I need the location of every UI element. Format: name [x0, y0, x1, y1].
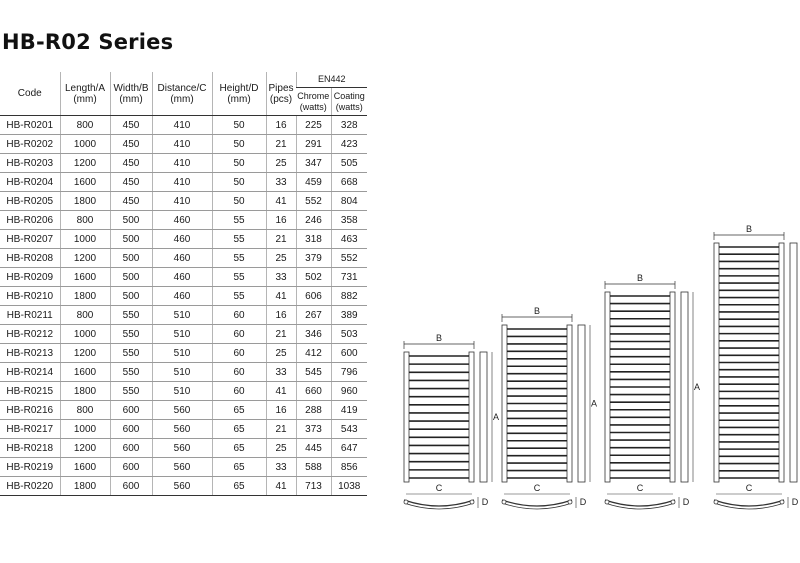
dimension-b-label: B — [533, 306, 541, 316]
cell-coating: 647 — [331, 439, 367, 458]
curved-bar-bottom — [714, 503, 784, 509]
cell-width: 600 — [110, 477, 152, 496]
table-row — [0, 154, 367, 173]
cell-code: HB-R0211 — [0, 306, 60, 325]
dimension-c-label: C — [745, 483, 753, 493]
dimension-d-label: D — [481, 497, 489, 507]
cell-code: HB-R0213 — [0, 344, 60, 363]
cell-pipes: 33 — [266, 173, 296, 192]
cell-width: 450 — [110, 135, 152, 154]
cell-width: 600 — [110, 401, 152, 420]
dimension-a-label: A — [492, 412, 500, 422]
cell-height: 55 — [212, 287, 266, 306]
cell-width: 550 — [110, 382, 152, 401]
cell-code: HB-R0214 — [0, 363, 60, 382]
table-row — [0, 230, 367, 249]
table-row — [0, 401, 367, 420]
page-title: HB-R02 Series — [2, 30, 174, 54]
valve-left — [502, 500, 506, 504]
right-rail — [779, 243, 784, 482]
cell-length: 1800 — [60, 382, 110, 401]
cell-code: HB-R0201 — [0, 116, 60, 135]
dimension-b-label: B — [435, 333, 443, 343]
cell-distance: 410 — [152, 192, 212, 211]
spec-table — [0, 72, 367, 496]
cell-code: HB-R0202 — [0, 135, 60, 154]
cell-pipes: 16 — [266, 306, 296, 325]
valve-right — [780, 500, 784, 504]
cell-length: 1200 — [60, 344, 110, 363]
cell-height: 55 — [212, 230, 266, 249]
cell-distance: 510 — [152, 363, 212, 382]
cell-length: 800 — [60, 401, 110, 420]
header-height: Height/D (mm) — [212, 72, 266, 116]
cell-height: 55 — [212, 249, 266, 268]
curved-bar-bottom — [605, 503, 675, 509]
cell-distance: 410 — [152, 135, 212, 154]
cell-width: 500 — [110, 287, 152, 306]
valve-left — [605, 500, 609, 504]
table-row — [0, 211, 367, 230]
cell-height: 65 — [212, 420, 266, 439]
header-chrome: Chrome (watts) — [296, 88, 331, 116]
cell-coating: 668 — [331, 173, 367, 192]
cell-chrome: 588 — [296, 458, 331, 477]
side-profile — [790, 243, 797, 482]
cell-height: 60 — [212, 344, 266, 363]
cell-width: 550 — [110, 363, 152, 382]
cell-coating: 419 — [331, 401, 367, 420]
table-row — [0, 173, 367, 192]
table-row — [0, 287, 367, 306]
cell-pipes: 25 — [266, 439, 296, 458]
cell-length: 800 — [60, 306, 110, 325]
cell-distance: 510 — [152, 344, 212, 363]
table-row — [0, 344, 367, 363]
cell-pipes: 33 — [266, 458, 296, 477]
cell-chrome: 445 — [296, 439, 331, 458]
cell-coating: 328 — [331, 116, 367, 135]
cell-distance: 560 — [152, 420, 212, 439]
cell-width: 600 — [110, 420, 152, 439]
cell-height: 60 — [212, 382, 266, 401]
dimension-b-label: B — [636, 273, 644, 283]
cell-pipes: 33 — [266, 363, 296, 382]
cell-pipes: 41 — [266, 192, 296, 211]
table-row — [0, 249, 367, 268]
cell-width: 450 — [110, 173, 152, 192]
cell-code: HB-R0217 — [0, 420, 60, 439]
cell-chrome: 502 — [296, 268, 331, 287]
table-row — [0, 135, 367, 154]
cell-chrome: 379 — [296, 249, 331, 268]
cell-coating: 552 — [331, 249, 367, 268]
cell-code: HB-R0219 — [0, 458, 60, 477]
cell-chrome: 545 — [296, 363, 331, 382]
right-rail — [567, 325, 572, 482]
cell-height: 60 — [212, 363, 266, 382]
cell-chrome: 346 — [296, 325, 331, 344]
cell-width: 450 — [110, 192, 152, 211]
cell-chrome: 412 — [296, 344, 331, 363]
cell-coating: 600 — [331, 344, 367, 363]
cell-width: 500 — [110, 268, 152, 287]
cell-code: HB-R0220 — [0, 477, 60, 496]
cell-length: 1800 — [60, 287, 110, 306]
dimension-c-label: C — [533, 483, 541, 493]
cell-distance: 510 — [152, 325, 212, 344]
cell-length: 800 — [60, 116, 110, 135]
cell-pipes: 21 — [266, 135, 296, 154]
cell-chrome: 606 — [296, 287, 331, 306]
valve-right — [671, 500, 675, 504]
cell-distance: 460 — [152, 268, 212, 287]
cell-coating: 731 — [331, 268, 367, 287]
cell-width: 450 — [110, 154, 152, 173]
table-row — [0, 439, 367, 458]
cell-chrome: 373 — [296, 420, 331, 439]
dimension-a-label: A — [693, 382, 701, 392]
cell-code: HB-R0218 — [0, 439, 60, 458]
cell-pipes: 25 — [266, 154, 296, 173]
cell-distance: 510 — [152, 382, 212, 401]
cell-height: 50 — [212, 135, 266, 154]
dimension-b-label: B — [745, 224, 753, 234]
cell-width: 600 — [110, 439, 152, 458]
cell-chrome: 267 — [296, 306, 331, 325]
cell-height: 65 — [212, 458, 266, 477]
cell-chrome: 225 — [296, 116, 331, 135]
left-rail — [404, 352, 409, 482]
cell-distance: 560 — [152, 458, 212, 477]
cell-length: 1600 — [60, 268, 110, 287]
left-rail — [605, 292, 610, 482]
valve-left — [714, 500, 718, 504]
dimension-d-label: D — [791, 497, 799, 507]
cell-chrome: 318 — [296, 230, 331, 249]
table-row — [0, 306, 367, 325]
cell-coating: 505 — [331, 154, 367, 173]
curved-bar-bottom — [502, 503, 572, 509]
cell-pipes: 41 — [266, 287, 296, 306]
cell-width: 600 — [110, 458, 152, 477]
cell-code: HB-R0205 — [0, 192, 60, 211]
cell-length: 1000 — [60, 135, 110, 154]
side-profile — [480, 352, 487, 482]
cell-chrome: 459 — [296, 173, 331, 192]
cell-code: HB-R0207 — [0, 230, 60, 249]
cell-height: 65 — [212, 439, 266, 458]
header-length: Length/A (mm) — [60, 72, 110, 116]
table-row — [0, 477, 367, 496]
cell-coating: 543 — [331, 420, 367, 439]
cell-height: 50 — [212, 116, 266, 135]
cell-chrome: 291 — [296, 135, 331, 154]
table-row — [0, 116, 367, 135]
side-profile — [681, 292, 688, 482]
cell-height: 60 — [212, 306, 266, 325]
cell-chrome: 288 — [296, 401, 331, 420]
cell-distance: 410 — [152, 173, 212, 192]
cell-pipes: 25 — [266, 249, 296, 268]
cell-code: HB-R0212 — [0, 325, 60, 344]
cell-code: HB-R0204 — [0, 173, 60, 192]
cell-length: 1200 — [60, 154, 110, 173]
dimension-d-label: D — [579, 497, 587, 507]
cell-height: 65 — [212, 401, 266, 420]
cell-length: 1600 — [60, 363, 110, 382]
cell-coating: 358 — [331, 211, 367, 230]
cell-code: HB-R0203 — [0, 154, 60, 173]
cell-pipes: 21 — [266, 420, 296, 439]
cell-width: 500 — [110, 249, 152, 268]
cell-distance: 560 — [152, 401, 212, 420]
cell-coating: 856 — [331, 458, 367, 477]
cell-distance: 560 — [152, 439, 212, 458]
cell-chrome: 347 — [296, 154, 331, 173]
cell-width: 550 — [110, 325, 152, 344]
cell-distance: 510 — [152, 306, 212, 325]
cell-width: 500 — [110, 230, 152, 249]
cell-height: 55 — [212, 211, 266, 230]
dimension-c-label: C — [435, 483, 443, 493]
cell-length: 1000 — [60, 230, 110, 249]
left-rail — [714, 243, 719, 482]
cell-pipes: 16 — [266, 401, 296, 420]
cell-coating: 389 — [331, 306, 367, 325]
cell-height: 50 — [212, 192, 266, 211]
cell-code: HB-R0216 — [0, 401, 60, 420]
valve-right — [568, 500, 572, 504]
cell-coating: 503 — [331, 325, 367, 344]
cell-coating: 960 — [331, 382, 367, 401]
table-row — [0, 458, 367, 477]
cell-chrome: 713 — [296, 477, 331, 496]
cell-coating: 463 — [331, 230, 367, 249]
cell-length: 1200 — [60, 439, 110, 458]
cell-chrome: 246 — [296, 211, 331, 230]
table-row — [0, 420, 367, 439]
cell-length: 800 — [60, 211, 110, 230]
header-en442: EN442 — [296, 72, 367, 88]
header-width: Width/B (mm) — [110, 72, 152, 116]
cell-code: HB-R0210 — [0, 287, 60, 306]
header-code: Code — [0, 72, 60, 116]
cell-coating: 423 — [331, 135, 367, 154]
header-pipes: Pipes (pcs) — [266, 72, 296, 116]
cell-chrome: 552 — [296, 192, 331, 211]
dimension-d-label: D — [682, 497, 690, 507]
cell-distance: 460 — [152, 287, 212, 306]
table-row — [0, 382, 367, 401]
right-rail — [670, 292, 675, 482]
cell-code: HB-R0208 — [0, 249, 60, 268]
left-rail — [502, 325, 507, 482]
cell-coating: 796 — [331, 363, 367, 382]
cell-height: 50 — [212, 154, 266, 173]
cell-pipes: 41 — [266, 477, 296, 496]
curved-bar-top — [502, 500, 572, 506]
cell-coating: 804 — [331, 192, 367, 211]
cell-length: 1600 — [60, 173, 110, 192]
cell-height: 65 — [212, 477, 266, 496]
cell-length: 1000 — [60, 420, 110, 439]
header-coating: Coating (watts) — [331, 88, 367, 116]
curved-bar-bottom — [404, 503, 474, 509]
cell-distance: 460 — [152, 211, 212, 230]
cell-distance: 410 — [152, 116, 212, 135]
cell-height: 60 — [212, 325, 266, 344]
table-row — [0, 325, 367, 344]
cell-pipes: 16 — [266, 211, 296, 230]
cell-code: HB-R0209 — [0, 268, 60, 287]
cell-distance: 410 — [152, 154, 212, 173]
cell-pipes: 25 — [266, 344, 296, 363]
valve-left — [404, 500, 408, 504]
cell-chrome: 660 — [296, 382, 331, 401]
cell-coating: 882 — [331, 287, 367, 306]
table-row — [0, 192, 367, 211]
curved-bar-top — [404, 500, 474, 506]
cell-height: 55 — [212, 268, 266, 287]
cell-width: 550 — [110, 344, 152, 363]
side-profile — [578, 325, 585, 482]
cell-pipes: 41 — [266, 382, 296, 401]
cell-width: 450 — [110, 116, 152, 135]
dimension-a-label: A — [590, 398, 598, 409]
curved-bar-top — [714, 500, 784, 506]
header-distance: Distance/C (mm) — [152, 72, 212, 116]
cell-distance: 560 — [152, 477, 212, 496]
cell-pipes: 16 — [266, 116, 296, 135]
cell-width: 550 — [110, 306, 152, 325]
cell-pipes: 21 — [266, 230, 296, 249]
cell-height: 50 — [212, 173, 266, 192]
cell-code: HB-R0206 — [0, 211, 60, 230]
table-row — [0, 268, 367, 287]
cell-length: 1200 — [60, 249, 110, 268]
cell-pipes: 21 — [266, 325, 296, 344]
cell-length: 1800 — [60, 477, 110, 496]
cell-code: HB-R0215 — [0, 382, 60, 401]
curved-bar-top — [605, 500, 675, 506]
cell-distance: 460 — [152, 249, 212, 268]
cell-length: 1800 — [60, 192, 110, 211]
valve-right — [470, 500, 474, 504]
cell-width: 500 — [110, 211, 152, 230]
cell-length: 1000 — [60, 325, 110, 344]
right-rail — [469, 352, 474, 482]
cell-pipes: 33 — [266, 268, 296, 287]
dimension-c-label: C — [636, 483, 644, 493]
cell-coating: 1038 — [331, 477, 367, 496]
cell-distance: 460 — [152, 230, 212, 249]
table-row — [0, 363, 367, 382]
cell-length: 1600 — [60, 458, 110, 477]
